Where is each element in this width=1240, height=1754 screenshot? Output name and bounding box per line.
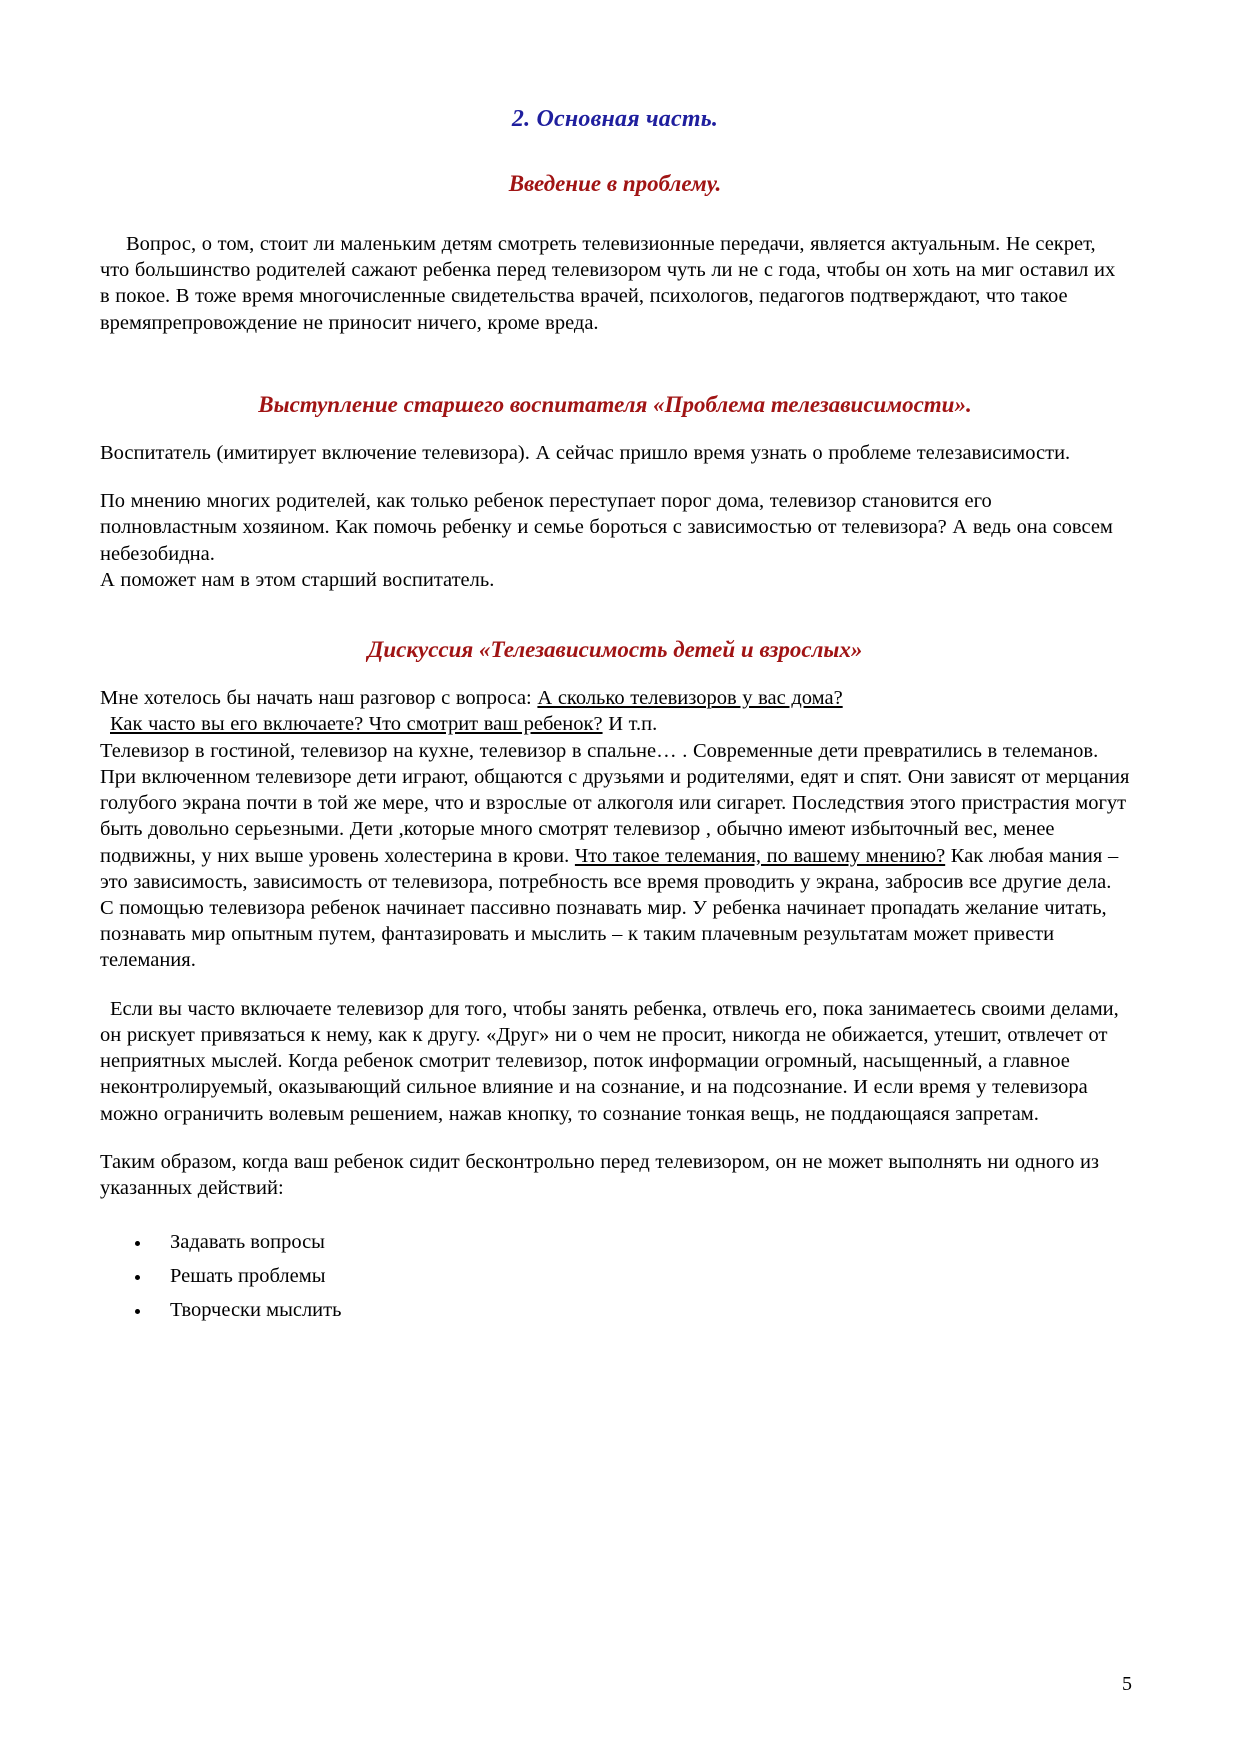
heading-speech: Выступление старшего воспитателя «Проблема телезависимости». bbox=[258, 391, 972, 417]
page-title: 2. Основная часть. bbox=[511, 106, 719, 132]
list-item: • Творчески мыслить bbox=[152, 1295, 1130, 1327]
spacer bbox=[100, 197, 1130, 231]
discussion-text-part-2: Как любая мания – это зависимость, зависимость от телевизора, потребность все время проводить у экрана, забросив все другие дела. С помощью телевизора ребенок начинает пассивно познавать мир. У ребенка начинает пропадать желание читать, познавать мир опытным путем, фантазировать и мыслить – к таким плачевным результатам может привести телемания. bbox=[100, 844, 1119, 972]
spacer bbox=[100, 466, 1130, 488]
lead-tail-text: И т.п. bbox=[602, 713, 658, 736]
paragraph-intro-body: Вопрос, о том, стоит ли маленьким детям смотреть телевизионные передачи, является актуальным. Не секрет, что большинство родителей сажают ребенка перед телевизором чуть ли не с года, чтобы он хоть на миг оставил их в покое. В тоже время многочисленные свидетельства врачей, психологов, педагогов подтверждают, что такое времяпрепровождение не приносит ничего, кроме вреда. bbox=[100, 233, 1116, 334]
action-list bbox=[100, 1227, 1130, 1326]
discussion-underlined-question: Что такое телемания, по вашему мнению? bbox=[574, 844, 946, 867]
paragraph-discussion-lead bbox=[100, 685, 1130, 737]
spacer bbox=[100, 974, 1130, 996]
page-number: 5 bbox=[1122, 1673, 1132, 1695]
lead-underlined-question-1: А сколько телевизоров у вас дома? bbox=[537, 687, 843, 710]
lead-plain-text: Мне хотелось бы начать наш разговор с вопроса: bbox=[100, 687, 538, 710]
paragraph-speech-1: Воспитатель (имитирует включение телевизора). А сейчас пришло время узнать о проблеме телезависимости. bbox=[100, 441, 1071, 464]
paragraph-speech-2: По мнению многих родителей, как только ребенок переступает порог дома, телевизор становится его полновластным хозяином. Как помочь ребенку и семье бороться с зависимостью от телевизора? А ведь она совсем небезобидна. bbox=[100, 490, 1113, 565]
paragraph-discussion-body bbox=[100, 738, 1130, 974]
paragraph-discussion-body-3: Если вы часто включаете телевизор для того, чтобы занять ребенка, отвлечь его, пока занимаетесь своими делами, он рискует привязаться к нему, как к другу. «Друг» ни о чем не просит, никогда не обижается, утешит, отвлечет от неприятных мыслей. Когда ребенок смотрит телевизор, поток информации огромный, насыщенный, а главное неконтролируемый, оказывающий сильное влияние и на сознание, и на подсознание. И если время у телевизора можно ограничить волевым решением, нажав кнопку, то сознание тонкая вещь, не поддающаяся запретам. bbox=[100, 997, 1119, 1125]
lead-underlined-question-2: Как часто вы его включаете? Что смотрит ваш ребенок? bbox=[110, 713, 603, 736]
spacer bbox=[100, 418, 1130, 440]
list-item: • Решать проблемы bbox=[152, 1261, 1130, 1293]
list-item: • Задавать вопросы bbox=[152, 1227, 1130, 1259]
heading-discussion: Дискуссия «Телезависимость детей и взрослых» bbox=[367, 637, 863, 663]
discussion-text-part-1: Телевизор в гостиной, телевизор на кухне, телевизор в спальне… . Современные дети превратились в телеманов. При включенном телевизоре дети играют, общаются с друзьями и родителями, едят и спят. Они зависят от мерцания голубого экрана почти в той же мере, что и взрослые от алкоголя или сигарет. Последствия этого пристрастия могут быть довольно серьезными. Дети ,которые много смотрят телевизор , обычно имеют избыточный вес, менее подвижны, у них выше уровень холестерина в крови. bbox=[100, 739, 1130, 867]
paragraph-speech-3: А поможет нам в этом старший воспитатель. bbox=[100, 568, 495, 591]
spacer bbox=[100, 663, 1130, 685]
heading-intro: Введение в проблему. bbox=[508, 171, 722, 196]
paragraph-conclusion: Таким образом, когда ваш ребенок сидит бесконтрольно перед телевизором, он не может выполнять ни одного из указанных действий: bbox=[100, 1150, 1100, 1200]
spacer bbox=[100, 1127, 1130, 1149]
